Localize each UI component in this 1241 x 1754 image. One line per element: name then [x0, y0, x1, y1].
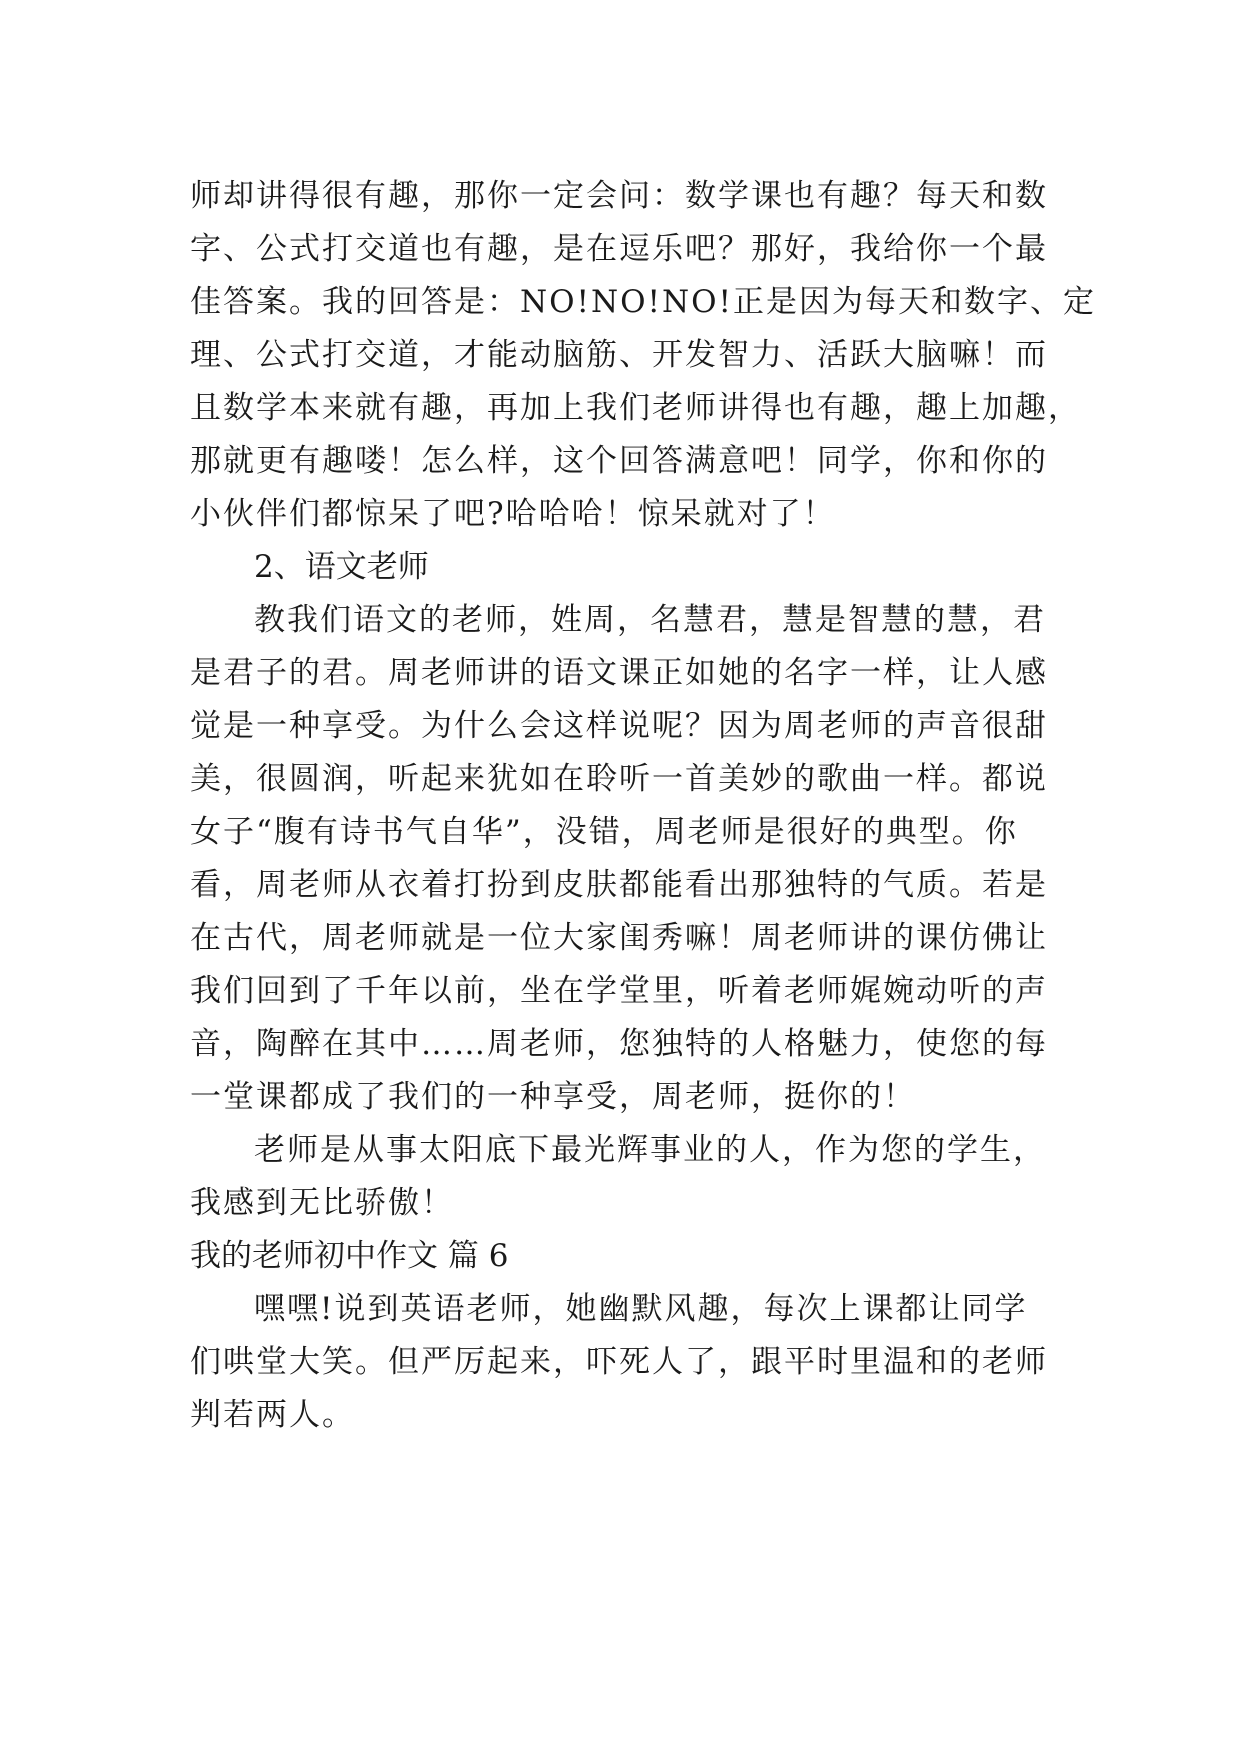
- paragraph-2-line: 音，陶醉在其中……周老师，您独特的人格魅力，使您的每: [190, 1026, 1048, 1062]
- article-heading: 我的老师初中作文 篇 6: [190, 1238, 509, 1274]
- paragraph-4-line: 们哄堂大笑。但严厉起来，吓死人了，跟平时里温和的老师: [190, 1344, 1048, 1380]
- paragraph-2-line: 我们回到了千年以前，坐在学堂里，听着老师娓婉动听的声: [190, 973, 1048, 1009]
- paragraph-1-line: 且数学本来就有趣，再加上我们老师讲得也有趣，趣上加趣，: [190, 390, 1081, 426]
- paragraph-4-line: 嘿嘿!说到英语老师，她幽默风趣，每次上课都让同学: [254, 1291, 1028, 1327]
- paragraph-2-line: 女子“腹有诗书气自华”，没错，周老师是很好的典型。你: [190, 814, 1018, 850]
- paragraph-3-line: 老师是从事太阳底下最光辉事业的人，作为您的学生，: [254, 1132, 1046, 1168]
- paragraph-2-line: 一堂课都成了我们的一种享受，周老师，挺你的！: [190, 1079, 916, 1115]
- paragraph-3-line: 我感到无比骄傲！: [190, 1185, 454, 1221]
- paragraph-1-line: 佳答案。我的回答是：NO!NO!NO!正是因为每天和数字、定: [190, 284, 1096, 320]
- paragraph-2-line: 觉是一种享受。为什么会这样说呢？因为周老师的声音很甜: [190, 708, 1048, 744]
- paragraph-1-line: 理、公式打交道，才能动脑筋、开发智力、活跃大脑嘛！而: [190, 337, 1048, 373]
- paragraph-1-line: 小伙伴们都惊呆了吧?哈哈哈！惊呆就对了！: [190, 496, 836, 532]
- paragraph-1-line: 师却讲得很有趣，那你一定会问：数学课也有趣？每天和数: [190, 178, 1048, 214]
- paragraph-4-line: 判若两人。: [190, 1397, 355, 1433]
- paragraph-2-line: 美，很圆润，听起来犹如在聆听一首美妙的歌曲一样。都说: [190, 761, 1048, 797]
- paragraph-2-line: 是君子的君。周老师讲的语文课正如她的名字一样，让人感: [190, 655, 1048, 691]
- paragraph-2-line: 教我们语文的老师，姓周，名慧君，慧是智慧的慧，君: [254, 602, 1046, 638]
- section-title: 2、语文老师: [254, 549, 429, 585]
- paragraph-2-line: 在古代，周老师就是一位大家闺秀嘛！周老师讲的课仿佛让: [190, 920, 1048, 956]
- paragraph-1-line: 那就更有趣喽！怎么样，这个回答满意吧！同学，你和你的: [190, 443, 1048, 479]
- paragraph-1-line: 字、公式打交道也有趣，是在逗乐吧？那好，我给你一个最: [190, 231, 1048, 267]
- paragraph-2-line: 看，周老师从衣着打扮到皮肤都能看出那独特的气质。若是: [190, 867, 1048, 903]
